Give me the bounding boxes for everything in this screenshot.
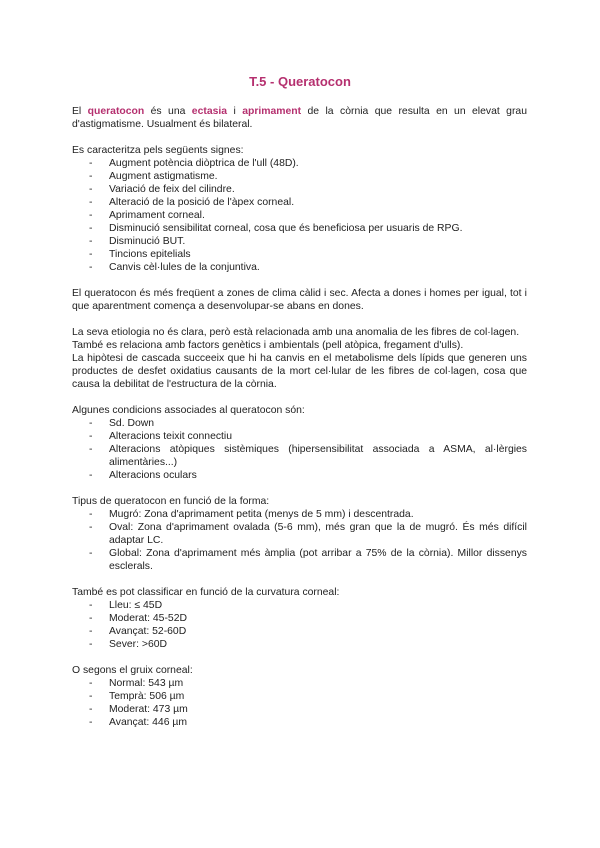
curvature-heading: També es pot classificar en funció de la curvatura corneal: [72,587,340,598]
conditions-list [72,417,527,482]
intro-text: de la còrnia que resulta en un elevat grau d'astigmatisme. Usualment és bilateral. [72,106,527,130]
list-item: - Disminució sensibilitat corneal, cosa que és beneficiosa per usuaris de RPG. [89,223,463,234]
etiology-line-2: També es relaciona amb factors genètics i ambientals (pell atòpica, fregament d'ulls). [72,340,464,351]
document-body [72,105,527,729]
list-item: - Disminució BUT. [89,236,186,247]
list-item: - Alteracions teixit connectiu [89,431,233,442]
list-item: - Oval: Zona d'aprimament ovalada (5-6 mm), més gran que la de mugró. És més difícil adaptar LC. [89,522,527,546]
list-item: - Avançat: 446 µm [89,717,187,728]
curvature-list [72,599,527,651]
signs-heading: Es caracteritza pels següents signes: [72,145,244,156]
frequency-paragraph: El queratocon és més freqüent a zones de clima càlid i sec. Afecta a dones i homes per igual, tot i que aparentment comença a desenvolupar-se abans en dones. [72,288,527,312]
list-item: - Moderat: 473 µm [89,704,188,715]
list-item: - Mugró: Zona d'aprimament petita (menys de 5 mm) i descentrada. [89,509,414,520]
list-item: - Moderat: 45-52D [89,613,187,624]
list-item: - Variació de feix del cilindre. [89,184,235,195]
list-item: - Aprimament corneal. [89,210,205,221]
thickness-heading: O segons el gruix corneal: [72,665,193,676]
list-item: - Alteracions atòpiques sistèmiques (hipersensibilitat associada a ASMA, al·lèrgies alimentàries...) [89,444,527,468]
signs-list [72,157,527,274]
list-item: - Canvis cèl·lules de la conjuntiva. [89,262,260,273]
list-item: - Lleu: ≤ 45D [89,600,163,611]
list-item: - Avançat: 52-60D [89,626,187,637]
list-item: - Temprà: 506 µm [89,691,185,702]
keyword-queratocon: queratocon [87,106,145,117]
keyword-ectasia: ectasia [191,106,228,117]
intro-text: i [227,106,243,117]
etiology-line-1: La seva etiologia no és clara, però està relacionada amb una anomalia de les fibres de col·lagen. [72,327,520,338]
intro-paragraph [72,105,527,131]
conditions-heading: Algunes condicions associades al queratocon són: [72,405,305,416]
list-item: - Augment potència diòptrica de l'ull (48D). [89,158,299,169]
list-item: - Sd. Down [89,418,155,429]
list-item: - Alteració de la posició de l'àpex corneal. [89,197,295,208]
list-item: - Global: Zona d'aprimament més àmplia (pot arribar a 75% de la còrnia). Millor dissenys esclerals. [89,548,527,572]
intro-text: El [72,106,88,117]
thickness-list [72,677,527,729]
list-item: - Sever: >60D [89,639,168,650]
shape-heading: Tipus de queratocon en funció de la forma: [72,496,270,507]
list-item: - Tincions epitelials [89,249,191,260]
list-item: - Augment astigmatisme. [89,171,218,182]
list-item: - Normal: 543 µm [89,678,184,689]
intro-text: és una [144,106,192,117]
keyword-aprimament: aprimament [242,106,302,117]
etiology-line-3: La hipòtesi de cascada succeeix que hi ha canvis en el metabolisme dels lípids que generen uns productes de desfet oxidatius causants de la mort cel·lular de les fibres de col·lagen, cosa que causa la debilitat de l'estructura de la còrnia. [72,353,527,390]
list-item: - Alteracions oculars [89,470,197,481]
page-title: T.5 - Queratocon [249,74,351,89]
shape-list [72,508,527,573]
